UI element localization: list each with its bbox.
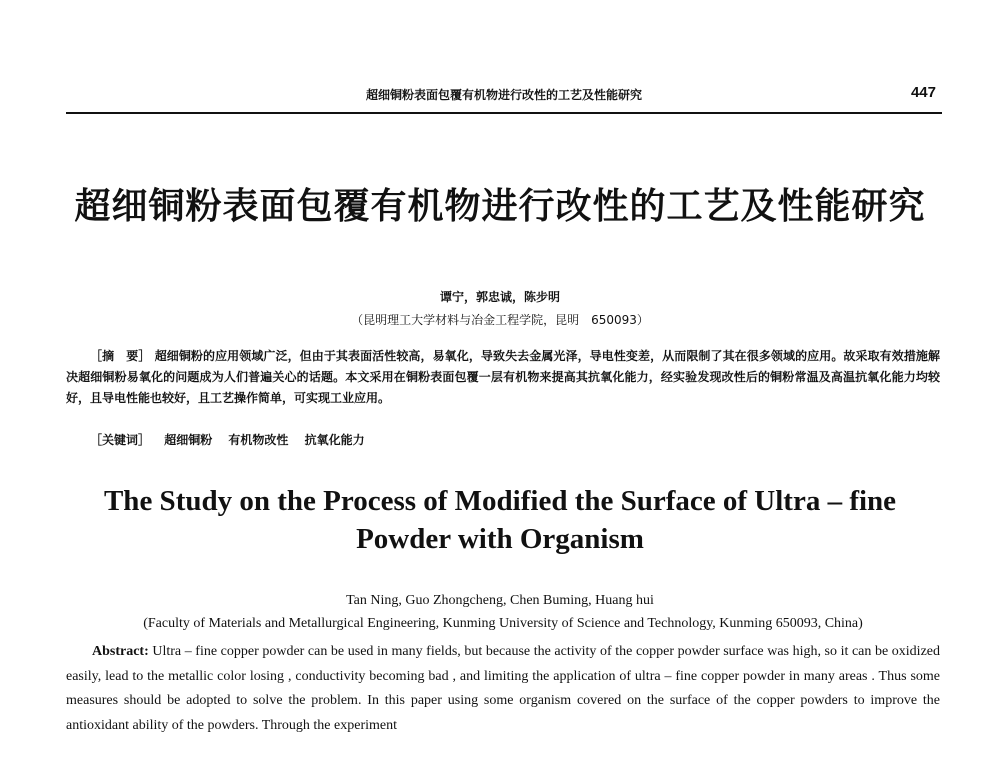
running-title: 超细铜粉表面包覆有机物进行改性的工艺及性能研究 xyxy=(365,88,642,102)
abstract-en-text: Ultra – fine copper powder can be used in many fields, but because the activity of the copper powder surface was high, so it can be oxidized easily, lead to the metallic color losing , conductivity becoming bad , and limiting the application of ultra – fine copper powder in many areas . Thus some measures should be adopted to solve the problem. In this paper using some organism covered on the surface of the copper powders to improve the antioxidant ability of the powders. Through the experiment xyxy=(66,644,940,733)
authors-cn: 谭宁，郭忠诚，陈步明 xyxy=(439,290,560,304)
abstract-cn xyxy=(66,346,940,409)
running-header xyxy=(66,86,942,108)
header-divider xyxy=(66,112,942,114)
title-en-line1: The Study on the Process of Modified the Surface of Ultra – fine xyxy=(103,485,897,517)
keywords-cn-label: ［关键词］ xyxy=(90,433,151,447)
keyword: 抗氧化能力 xyxy=(304,433,365,447)
keyword: 超细铜粉 xyxy=(164,433,213,447)
authors-en: Tan Ning, Guo Zhongcheng, Chen Buming, Huang hui xyxy=(346,593,654,608)
abstract-en-label: Abstract: xyxy=(92,644,149,659)
affiliation-cn: （昆明理工大学材料与冶金工程学院，昆明 650093） xyxy=(351,313,649,327)
page-title-cn: 超细铜粉表面包覆有机物进行改性的工艺及性能研究 xyxy=(74,185,926,227)
abstract-cn-text: 超细铜粉的应用领域广泛，但由于其表面活性较高，易氧化，导致失去金属光泽，导电性变差，从而限制了其在很多领域的应用。故采取有效措施解决超细铜粉易氧化的问题成为人们普遍关心的话题。本文采用在铜粉表面包覆一层有机物来提高其抗氧化能力，经实验发现改性后的铜粉常温及高温抗氧化能力均较好，且导电性能也较好，且工艺操作简单，可实现工业应用。 xyxy=(66,349,940,405)
page-number: 447 xyxy=(910,84,936,101)
abstract-cn-label: ［摘 要］ xyxy=(90,349,151,363)
page-title-en xyxy=(0,482,1000,558)
affiliation-en: (Faculty of Materials and Metallurgical Engineering, Kunming University of Science and Technology, Kunming 650093, China) xyxy=(143,616,863,631)
keyword: 有机物改性 xyxy=(228,433,289,447)
abstract-en xyxy=(66,640,940,738)
keywords-cn xyxy=(90,431,377,448)
title-en-line2: Powder with Organism xyxy=(356,523,644,555)
